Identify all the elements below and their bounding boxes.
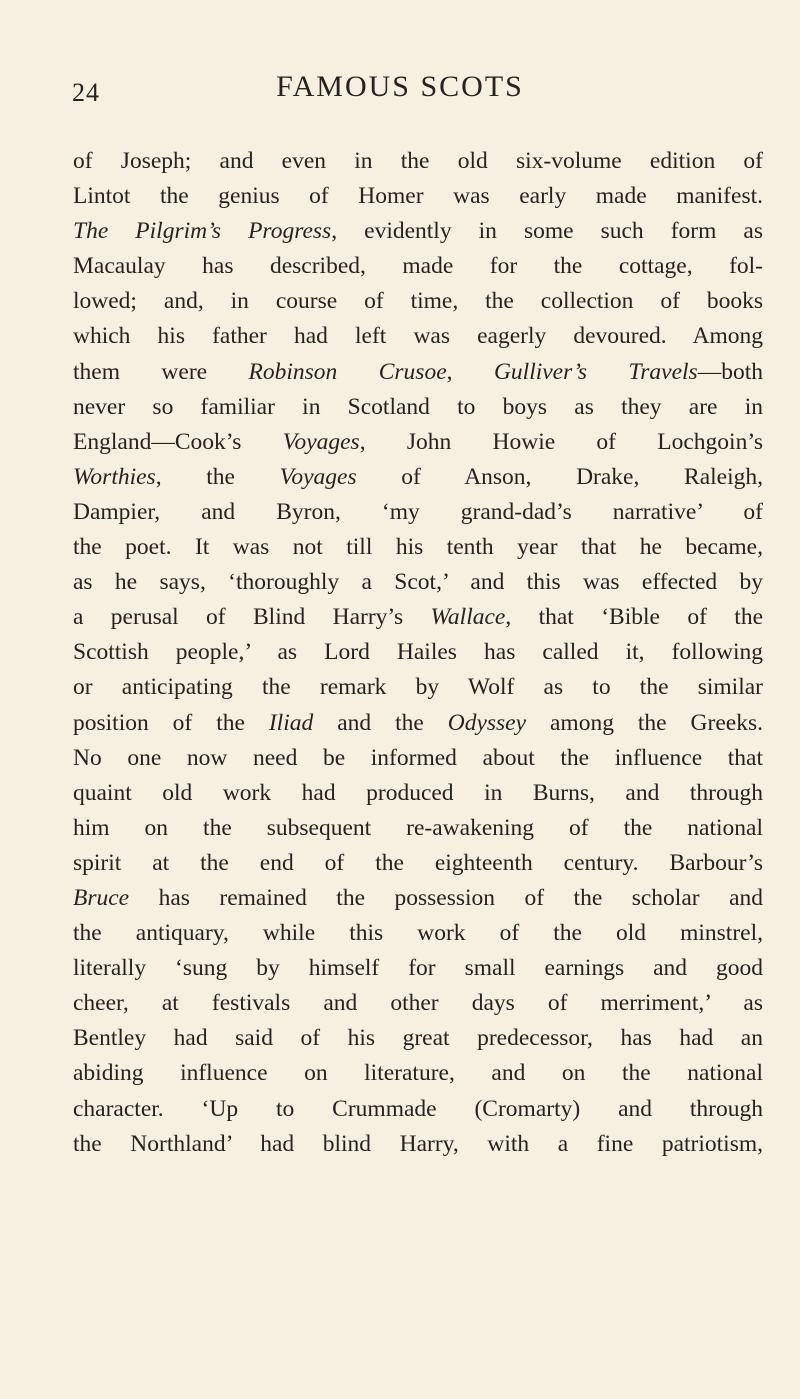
text-segment: cheer, at festivals and other days of merriment,’ as (73, 990, 763, 1017)
body-text (73, 144, 763, 1162)
text-line (73, 390, 763, 425)
text-segment: , John Howie of Lochgoin’s (359, 428, 763, 455)
text-segment: Scottish people,’ as Lord Hailes has called it, following (73, 639, 763, 666)
page-header (0, 70, 800, 110)
text-line (73, 776, 763, 811)
italic-title-text: Iliad (268, 709, 314, 736)
text-segment: has remained the possession of the scholar and (129, 884, 763, 911)
text-line (73, 1092, 763, 1127)
running-head: FAMOUS SCOTS (276, 70, 524, 103)
text-line (73, 916, 763, 951)
text-segment: or anticipating the remark by Wolf as to the similar (73, 674, 763, 701)
italic-title-text: Worthies (73, 463, 156, 490)
text-segment: him on the subsequent re-awakening of the national (73, 814, 763, 841)
text-line (73, 670, 763, 705)
text-line (73, 635, 763, 670)
text-segment: a perusal of Blind Harry’s (73, 604, 431, 631)
italic-title-text: Wallace (430, 604, 506, 631)
text-segment: quaint old work had produced in Burns, and through (73, 779, 763, 806)
text-segment: as he says, ‘thoroughly a Scot,’ and this was effected by (73, 569, 763, 596)
text-segment: , evidently in some such form as (331, 218, 764, 245)
text-segment: the Northland’ had blind Harry, with a fine patriotism, (73, 1130, 763, 1157)
italic-title-text: Bruce (73, 884, 130, 911)
text-segment: Macaulay has described, made for the cottage, fol- (73, 253, 763, 280)
text-segment: Bentley had said of his great predecessor, has had an (73, 1025, 763, 1052)
text-line (73, 144, 763, 179)
text-line (73, 986, 763, 1021)
italic-title-text: The Pilgrim’s Progress (73, 218, 332, 245)
text-line (73, 1021, 763, 1056)
text-segment: among the Greeks. (526, 709, 763, 736)
text-segment: abiding influence on literature, and on the national (73, 1060, 763, 1087)
text-line (73, 741, 763, 776)
text-segment: them were (73, 358, 249, 385)
text-line (73, 425, 763, 460)
text-segment: the antiquary, while this work of the old minstrel, (73, 920, 763, 947)
text-line (73, 530, 763, 565)
text-line (73, 460, 763, 495)
text-segment: character. ‘Up to Crummade (Cromarty) and through (73, 1095, 763, 1122)
text-line (73, 179, 763, 214)
text-segment: and the (313, 709, 448, 736)
text-line (73, 600, 763, 635)
text-segment: spirit at the end of the eighteenth century. Barbour’s (73, 849, 763, 876)
text-segment: , that ‘Bible of the (505, 604, 764, 631)
text-segment: Dampier, and Byron, ‘my grand-dad’s narrative’ of (73, 498, 763, 525)
text-line (73, 284, 763, 319)
italic-title-text: Voyages (279, 463, 357, 490)
text-line (73, 811, 763, 846)
text-segment: which his father had left was eagerly devoured. Among (73, 323, 763, 350)
text-line (73, 249, 763, 284)
text-line (73, 1127, 763, 1162)
text-line (73, 565, 763, 600)
text-line (73, 495, 763, 530)
text-segment: , (446, 358, 494, 385)
text-segment: position of the (73, 709, 269, 736)
text-segment: never so familiar in Scotland to boys as they are in (73, 393, 763, 420)
text-segment: Lintot the genius of Homer was early made manifest. (73, 183, 763, 210)
text-line (73, 881, 763, 916)
text-line (73, 319, 763, 354)
text-segment: lowed; and, in course of time, the collection of books (73, 288, 763, 315)
text-line (73, 846, 763, 881)
text-line (73, 706, 763, 741)
text-line (73, 1056, 763, 1091)
text-segment: —both (697, 358, 763, 385)
page-number: 24 (72, 78, 100, 107)
text-line (73, 214, 763, 249)
text-segment: , the (155, 463, 280, 490)
italic-title-text: Gulliver’s Travels (493, 358, 698, 385)
text-segment: of Anson, Drake, Raleigh, (356, 463, 763, 490)
text-line (73, 355, 763, 390)
text-segment: literally ‘sung by himself for small earnings and good (73, 955, 763, 982)
text-segment: No one now need be informed about the influence that (73, 744, 763, 771)
italic-title-text: Odyssey (447, 709, 527, 736)
text-segment: England—Cook’s (73, 428, 283, 455)
text-segment: of Joseph; and even in the old six-volume edition of (73, 148, 763, 174)
italic-title-text: Robinson Crusoe (248, 358, 447, 385)
italic-title-text: Voyages (282, 428, 360, 455)
text-segment: the poet. It was not till his tenth year that he became, (73, 534, 763, 561)
text-line (73, 951, 763, 986)
